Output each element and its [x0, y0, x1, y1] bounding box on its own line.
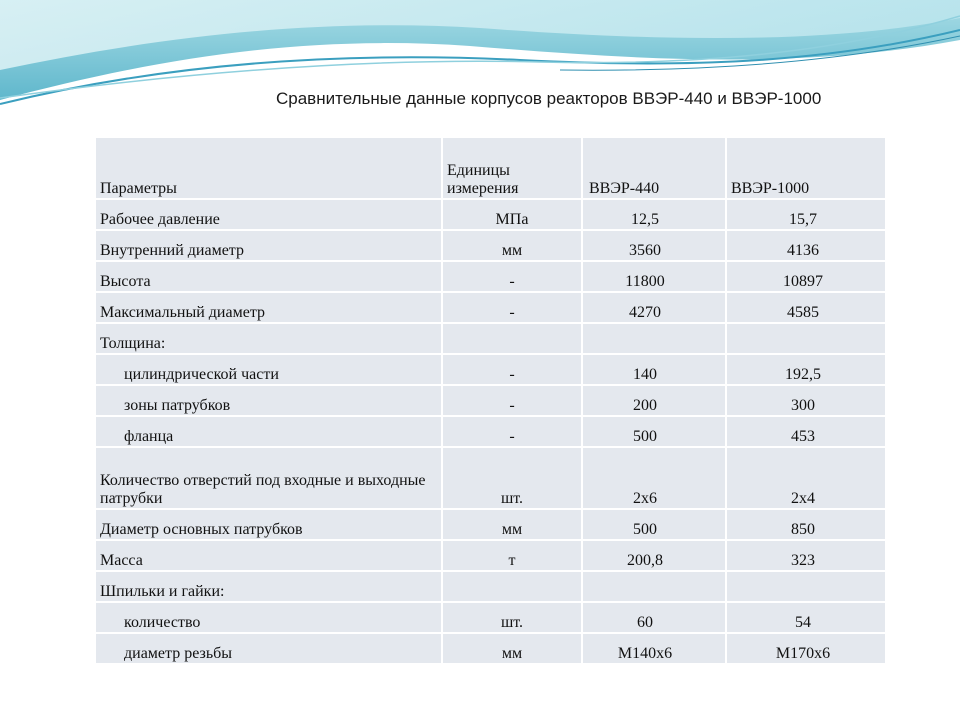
table-header-row	[96, 138, 885, 198]
unit-cell	[443, 572, 581, 601]
header-cell: ВВЭР-1000	[727, 138, 885, 198]
param-cell: Масса	[96, 541, 441, 570]
unit-cell: -	[443, 386, 581, 415]
param-cell: диаметр резьбы	[96, 634, 441, 663]
value-1000-cell: 323	[727, 541, 885, 570]
table-row	[96, 324, 885, 353]
unit-cell: МПа	[443, 200, 581, 229]
table-row	[96, 448, 885, 508]
value-440-cell: 200,8	[583, 541, 725, 570]
value-440-cell: 2x6	[583, 448, 725, 508]
param-cell: Толщина:	[96, 324, 441, 353]
table-row	[96, 262, 885, 291]
param-cell: Максимальный диаметр	[96, 293, 441, 322]
unit-cell: шт.	[443, 603, 581, 632]
value-1000-cell: 54	[727, 603, 885, 632]
table-row	[96, 355, 885, 384]
value-1000-cell: 192,5	[727, 355, 885, 384]
value-1000-cell: 4136	[727, 231, 885, 260]
value-1000-cell: 300	[727, 386, 885, 415]
value-440-cell: 12,5	[583, 200, 725, 229]
table-row	[96, 572, 885, 601]
value-1000-cell	[727, 572, 885, 601]
param-cell: зоны патрубков	[96, 386, 441, 415]
unit-cell: -	[443, 417, 581, 446]
unit-cell: т	[443, 541, 581, 570]
unit-cell: мм	[443, 634, 581, 663]
unit-cell: -	[443, 293, 581, 322]
param-cell: Высота	[96, 262, 441, 291]
value-440-cell	[583, 572, 725, 601]
unit-cell: мм	[443, 231, 581, 260]
value-440-cell: 3560	[583, 231, 725, 260]
value-1000-cell: 453	[727, 417, 885, 446]
unit-cell: мм	[443, 510, 581, 539]
unit-cell: шт.	[443, 448, 581, 508]
param-cell: Шпильки и гайки:	[96, 572, 441, 601]
value-1000-cell: 2x4	[727, 448, 885, 508]
unit-cell	[443, 324, 581, 353]
value-440-cell	[583, 324, 725, 353]
unit-cell: -	[443, 355, 581, 384]
value-440-cell: 4270	[583, 293, 725, 322]
header-cell: ВВЭР-440	[583, 138, 725, 198]
table-row	[96, 510, 885, 539]
table-row	[96, 541, 885, 570]
value-440-cell: 500	[583, 510, 725, 539]
value-1000-cell: 850	[727, 510, 885, 539]
table-row	[96, 200, 885, 229]
value-440-cell: М140x6	[583, 634, 725, 663]
page-title: Сравнительные данные корпусов реакторов ВВЭР-440 и ВВЭР-1000	[276, 89, 822, 108]
header-cell: Параметры	[96, 138, 441, 198]
value-1000-cell: 15,7	[727, 200, 885, 229]
table-row	[96, 231, 885, 260]
table-row	[96, 386, 885, 415]
param-cell: Количество отверстий под входные и выходные патрубки	[96, 448, 441, 508]
param-cell: Внутренний диаметр	[96, 231, 441, 260]
value-440-cell: 140	[583, 355, 725, 384]
value-440-cell: 500	[583, 417, 725, 446]
value-1000-cell	[727, 324, 885, 353]
unit-cell: -	[443, 262, 581, 291]
param-cell: цилиндрической части	[96, 355, 441, 384]
value-440-cell: 11800	[583, 262, 725, 291]
value-1000-cell: М170x6	[727, 634, 885, 663]
param-cell: Рабочее давление	[96, 200, 441, 229]
table-row	[96, 634, 885, 663]
value-1000-cell: 4585	[727, 293, 885, 322]
value-440-cell: 200	[583, 386, 725, 415]
table-row	[96, 293, 885, 322]
table-row	[96, 417, 885, 446]
param-cell: количество	[96, 603, 441, 632]
param-cell: Диаметр основных патрубков	[96, 510, 441, 539]
table-row	[96, 603, 885, 632]
value-440-cell: 60	[583, 603, 725, 632]
header-cell: Единицы измерения	[443, 138, 581, 198]
value-1000-cell: 10897	[727, 262, 885, 291]
comparison-table	[94, 136, 887, 665]
param-cell: фланца	[96, 417, 441, 446]
